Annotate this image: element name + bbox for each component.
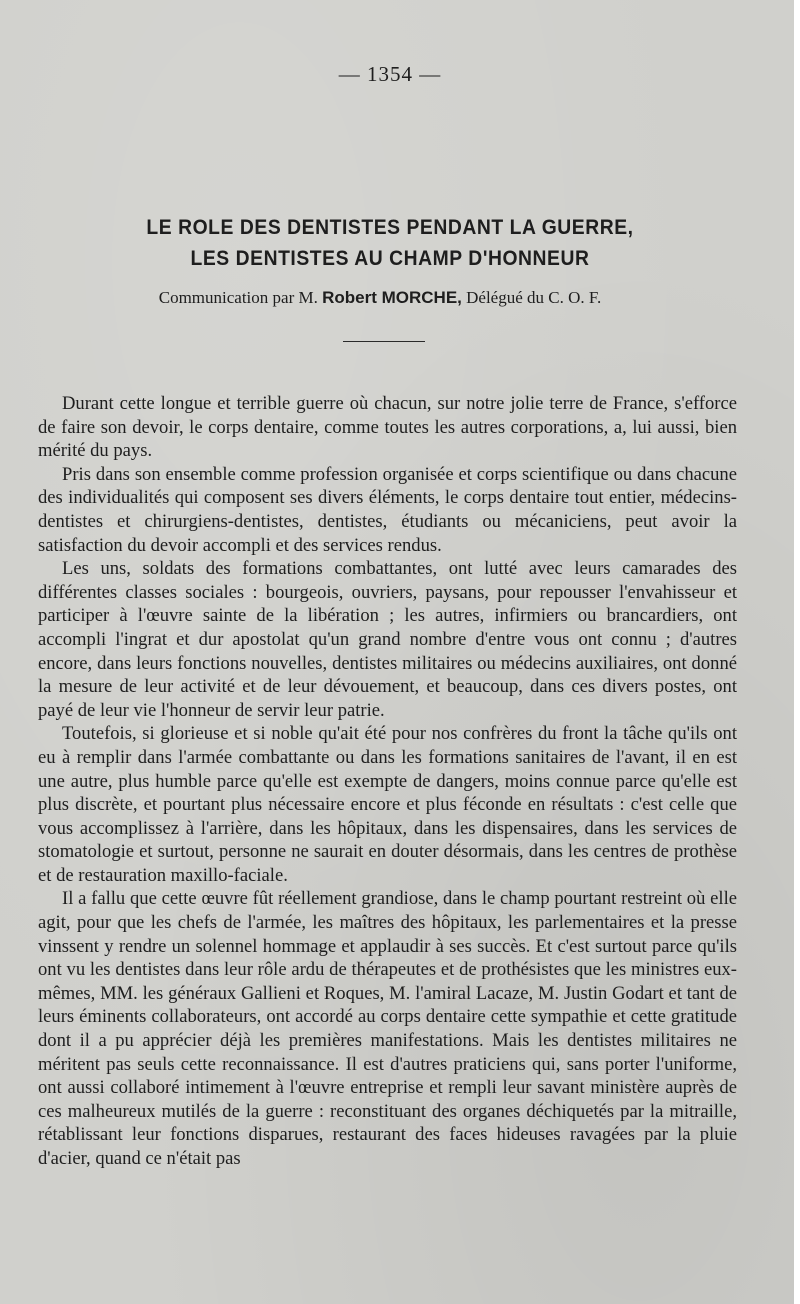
paragraph: Toutefois, si glorieuse et si noble qu'ait été pour nos confrères du front la tâche qu'ils ont eu à remplir dans l'armée combattante ou dans les formations sanitaires de l'avant, il en est une autre, plus humble parce qu'elle est exempte de dangers, moins connue parce qu'elle est plus discrète, et pourtant plus nécessaire encore et plus féconde en résultats : c'est celle que vous accomplissez à l'arrière, dans les hôpitaux, dans les dispensaires, dans les services de stomatologie et surtout, personne ne saurait en douter désormais, dans les centres de prothèse et de restauration maxillo-faciale. <box>38 723 737 886</box>
paragraph: Pris dans son ensemble comme profession organisée et corps scientifique ou dans chacune des individualités qui composent ses divers éléments, le corps dentaire tout entier, médecins-dentistes et chirurgiens-dentistes, dentistes, étudiants ou mécaniciens, peut avoir la satisfaction du devoir accompli et des services rendus. <box>38 463 737 556</box>
byline-suffix: Délégué du C. O. F. <box>466 288 602 307</box>
article-title <box>0 212 780 274</box>
title-divider <box>343 341 425 342</box>
byline-prefix: Communication par M. <box>158 288 318 307</box>
paragraph: Les uns, soldats des formations combattantes, ont lutté avec leurs camarades des différentes classes sociales : bourgeois, ouvriers, paysans, pour repousser l'envahisseur et participer à l'œuvre sainte de la libération ; les autres, infirmiers ou brancardiers, ont accompli l'ingrat et dur apostolat qu'un grand nombre d'entre vous ont connu ; d'autres encore, dans leurs fonctions nouvelles, dentistes militaires ou médecins auxiliaires, ont donné la mesure de leur activité et de leur dévouement, et beaucoup, dans ces divers postes, ont payé de leur vie l'honneur de servir leur patrie. <box>38 558 737 721</box>
title-line-1: LE ROLE DES DENTISTES PENDANT LA GUERRE, <box>146 216 634 239</box>
article-body <box>38 392 737 1171</box>
paragraph: Durant cette longue et terrible guerre où chacun, sur notre jolie terre de France, s'efforce de faire son devoir, le corps dentaire, comme toutes les autres corporations, a, lui aussi, bien mérité du pays. <box>38 393 737 462</box>
byline-author: Robert MORCHE, <box>322 288 462 307</box>
paragraph: Il a fallu que cette œuvre fût réellement grandiose, dans le champ pourtant restreint où elle agit, pour que les chefs de l'armée, les maîtres des hôpitaux, les parlementaires et la presse vinssent y rendre un solennel hommage et applaudir à ses succès. Et c'est surtout parce qu'ils ont vu les dentistes dans leur rôle ardu de thérapeutes et de prothésistes que les ministres eux-mêmes, MM. les généraux Gallieni et Roques, M. l'amiral Lacaze, M. Justin Godart et tant de leurs éminents collaborateurs, ont accordé au corps dentaire cette sympathie et cette gratitude dont il a pu apprécier déjà les premières manifestations. Mais les dentistes militaires ne méritent pas seuls cette reconnaissance. Il est d'autres praticiens qui, sans porter l'uniforme, ont aussi collaboré intimement à l'œuvre entreprise et rempli leur savant ministère auprès de ces malheureux mutilés de la guerre : reconstituant des organes déchiquetés par la mitraille, rétablissant leur fonctions disparues, restaurant des faces hideuses ravagées par la pluie d'acier, quand ce n'était pas <box>38 888 737 1169</box>
page-number: — 1354 — <box>338 62 442 86</box>
byline <box>0 288 760 308</box>
scan-edge <box>794 0 800 1304</box>
title-line-2: LES DENTISTES AU CHAMP D'HONNEUR <box>190 247 590 270</box>
